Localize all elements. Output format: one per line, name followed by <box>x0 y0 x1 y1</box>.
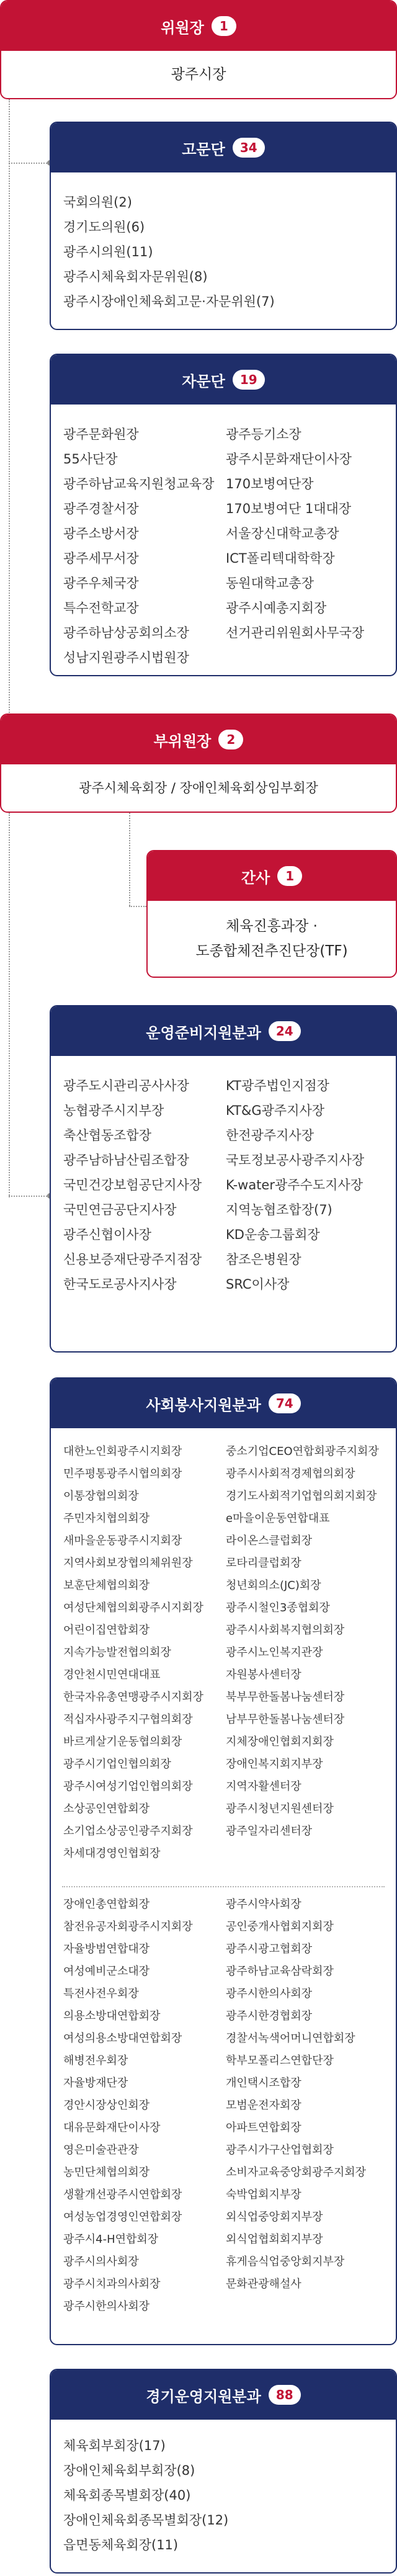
list-item: 광주시가구산업협회장 <box>226 2144 334 2157</box>
connector-vice-down <box>129 813 130 906</box>
list-item: 해병전우회장 <box>63 2054 128 2067</box>
list-item: 한국자유총연맹광주시지회장 <box>63 1691 204 1704</box>
sports-list <box>51 2420 396 2557</box>
list-item: 광주시청년지원센터장 <box>226 1802 334 1815</box>
list-item: 중소기업CEO연합회광주지회장 <box>226 1445 379 1458</box>
list-item: 광주일자리센터장 <box>226 1825 313 1838</box>
list-item: 여성단체협의회광주시지회장 <box>63 1601 204 1614</box>
consult-list <box>51 405 396 670</box>
social-divider <box>62 1886 385 1887</box>
list-item: 광주시장애인체육회고문·자문위원(7) <box>63 294 275 309</box>
list-item: 광주세무서장 <box>63 551 139 566</box>
list-item: 광주시약사회장 <box>226 1898 301 1911</box>
list-item: 광주시예총지회장 <box>226 601 327 615</box>
chairman-count-badge: 1 <box>212 16 236 36</box>
list-item: 광주시의사회장 <box>63 2255 139 2268</box>
chairman-header <box>1 1 396 51</box>
sports-header <box>51 2370 396 2420</box>
list-item: 국민연금공단지사장 <box>63 1202 177 1217</box>
list-item: 지역농협조합장(7) <box>226 1202 332 1217</box>
list-item: 숙박업회지부장 <box>226 2188 301 2201</box>
secretary-count-badge: 1 <box>277 866 302 886</box>
list-item: 경기도의원(6) <box>63 220 145 235</box>
chairman-name: 광주시장 <box>171 66 226 83</box>
list-item: 자율방범연합대장 <box>63 1943 150 1956</box>
list-item: 국토정보공사광주지사장 <box>226 1153 365 1168</box>
connector-ops <box>9 1196 50 1197</box>
list-item: 장애인총연합회장 <box>63 1898 150 1911</box>
list-item: 선거관리위원회사무국장 <box>226 625 365 640</box>
connector-advisory <box>9 163 50 164</box>
list-item: 지체장애인협회지회장 <box>226 1735 334 1748</box>
sports-box <box>50 2369 397 2574</box>
list-item: 적십자사광주지구협의회장 <box>63 1713 193 1726</box>
list-item: 지역사회보장협의체위원장 <box>63 1557 193 1570</box>
list-item: 이통장협의회장 <box>63 1490 139 1503</box>
list-item: 소비자교육중앙회광주지회장 <box>226 2166 367 2179</box>
vice-count-badge: 2 <box>218 730 243 749</box>
list-item: ICT폴리텍대학학장 <box>226 551 335 566</box>
list-item: 광주시의원(11) <box>63 244 153 259</box>
list-item: 광주시광고협회장 <box>226 1943 313 1956</box>
list-item: 170보병여단장 <box>226 476 314 491</box>
list-item: 주민자치협의회장 <box>63 1512 150 1525</box>
list-item: 광주시한경협회장 <box>226 2010 313 2023</box>
vice-header <box>1 715 396 764</box>
list-item: 광주시한의사회장 <box>63 2300 150 2313</box>
connector-secretary <box>129 906 146 907</box>
list-item: 동원대학교총장 <box>226 576 314 591</box>
list-item: 장애인복지회지부장 <box>226 1758 323 1771</box>
list-item: 여성농업경영인연합회장 <box>63 2211 182 2224</box>
list-item: 한전광주지사장 <box>226 1128 314 1143</box>
list-item: 아파트연합회장 <box>226 2121 301 2134</box>
vice-members: 광주시체육회장 / 장애인체육회상임부회장 <box>79 780 318 795</box>
secretary-line-2: 도종합체전추진단장(TF) <box>195 943 348 959</box>
ops-count-badge: 24 <box>269 1021 301 1041</box>
list-item: 남부무한돌봄나눔센터장 <box>226 1713 345 1726</box>
advisory-header <box>51 123 396 172</box>
list-item: 광주시체육회자문위원(8) <box>63 269 208 284</box>
vice-title: 부위원장 <box>153 732 212 750</box>
list-item: 모범운전자회장 <box>226 2099 301 2112</box>
list-item: 소상공인연합회장 <box>63 1802 150 1815</box>
list-item: 축산협동조합장 <box>63 1128 152 1143</box>
list-item: 개인택시조합장 <box>226 2077 301 2090</box>
list-item: e마을이운동연합대표 <box>226 1512 330 1525</box>
list-item: 체육회종목별회장(40) <box>63 2488 191 2503</box>
list-item: 특전사전우회장 <box>63 1987 139 2000</box>
list-item: 광주시문화재단이사장 <box>226 452 352 467</box>
list-item: K-water광주수도지사장 <box>226 1178 363 1192</box>
list-item: 광주하남교육지원청교육장 <box>63 476 215 491</box>
sports-count-badge: 88 <box>269 2385 301 2405</box>
list-item: 경안시장상인회장 <box>63 2099 150 2112</box>
list-item: 광주경찰서장 <box>63 501 139 516</box>
secretary-title: 간사 <box>241 869 270 887</box>
list-item: 참전유공자회광주시지회장 <box>63 1920 193 1933</box>
list-item: 농민단체협의회장 <box>63 2166 150 2179</box>
list-item: 북부무한돌봄나눔센터장 <box>226 1691 345 1704</box>
list-item: 광주시치과의사회장 <box>63 2278 161 2291</box>
list-item: 장애인체육회종목별회장(12) <box>63 2513 229 2528</box>
chairman-box <box>0 0 397 99</box>
list-item: 학부모폴리스연합단장 <box>226 2054 334 2067</box>
list-item: KT광주법인지점장 <box>226 1078 329 1093</box>
list-item: 자원봉사센터장 <box>226 1668 301 1681</box>
social-box <box>50 1377 397 2345</box>
list-item: 참조은병원장 <box>226 1252 301 1267</box>
sports-title: 경기운영지원분과 <box>146 2387 261 2405</box>
list-item: 광주시한의사회장 <box>226 1987 313 2000</box>
list-item: 영은미술관관장 <box>63 2144 139 2157</box>
secretary-header <box>148 851 396 901</box>
list-item: 신용보증재단광주지점장 <box>63 1252 202 1267</box>
advisory-count-badge: 34 <box>233 138 265 158</box>
list-item: 서울장신대학교총장 <box>226 526 339 541</box>
list-item: SRC이사장 <box>226 1277 290 1292</box>
list-item: 외식업중앙회지부장 <box>226 2211 323 2224</box>
list-item: 한국도로공사지사장 <box>63 1277 177 1292</box>
list-item: 광주등기소장 <box>226 427 301 442</box>
list-item: 광주시4-H연합회장 <box>63 2233 159 2246</box>
advisory-title: 고문단 <box>182 140 225 158</box>
secretary-box <box>146 850 397 978</box>
list-item: 지역자활센터장 <box>226 1780 301 1793</box>
list-item: 농협광주시지부장 <box>63 1103 164 1118</box>
chairman-title: 위원장 <box>161 19 204 37</box>
consult-header <box>51 355 396 405</box>
list-item: 경찰서녹색어머니연합회장 <box>226 2032 355 2045</box>
list-item: 새마을운동광주시지회장 <box>63 1534 182 1547</box>
list-item: 생활개선광주시연합회장 <box>63 2188 182 2201</box>
list-item: 광주시기업인협의회장 <box>63 1758 171 1771</box>
ops-list <box>51 1056 396 1297</box>
list-item: 성남지원광주시법원장 <box>63 650 189 665</box>
list-item: 광주소방서장 <box>63 526 139 541</box>
list-item: 광주문화원장 <box>63 427 139 442</box>
list-item: 바르게살기운동협의회장 <box>63 1735 182 1748</box>
secretary-line-1: 체육진흥과장 · <box>226 918 318 934</box>
consult-box <box>50 354 397 676</box>
list-item: 55사단장 <box>63 452 118 467</box>
list-item: 공인중개사협회지회장 <box>226 1920 334 1933</box>
consult-title: 자문단 <box>182 372 225 390</box>
list-item: 광주시철인3종협회장 <box>226 1601 330 1614</box>
list-item: 대한노인회광주시지회장 <box>63 1445 182 1458</box>
list-item: 보훈단체협의회장 <box>63 1579 150 1592</box>
social-title: 사회봉사지원분과 <box>146 1396 261 1414</box>
list-item: 지속가능발전협의회장 <box>63 1646 171 1659</box>
list-item: 광주시사회적경제협의회장 <box>226 1467 355 1480</box>
list-item: 소기업소상공인광주지회장 <box>63 1825 193 1838</box>
list-item: 민주평통광주시협의회장 <box>63 1467 182 1480</box>
ops-box <box>50 1005 397 1353</box>
ops-title: 운영준비지원분과 <box>146 1024 261 1042</box>
list-item: 광주하남교육삼락회장 <box>226 1965 334 1978</box>
list-item: 국민건강보험공단지사장 <box>63 1178 202 1192</box>
list-item: 의용소방대연합회장 <box>63 2010 161 2023</box>
list-item: 체육회부회장(17) <box>63 2438 166 2453</box>
list-item: 광주도시관리공사사장 <box>63 1078 189 1093</box>
list-item: 광주시사회복지협의회장 <box>226 1624 345 1637</box>
vice-box <box>0 713 397 813</box>
connector-left-bottom <box>9 813 10 1197</box>
list-item: 청년회의소(JC)회장 <box>226 1579 321 1592</box>
list-item: 국회의원(2) <box>63 195 132 210</box>
list-item: 문화관광해설사 <box>226 2278 301 2291</box>
list-item: 광주하남상공회의소장 <box>63 625 189 640</box>
advisory-list <box>51 172 396 314</box>
list-item: 여성의용소방대연합회장 <box>63 2032 182 2045</box>
ops-header <box>51 1006 396 1056</box>
list-item: 장애인체육회부회장(8) <box>63 2463 195 2478</box>
list-item: 광주남하남산림조합장 <box>63 1153 189 1168</box>
list-item: 특수전학교장 <box>63 601 139 615</box>
list-item: 외식업협회회지부장 <box>226 2233 323 2246</box>
social-list-b <box>51 1894 396 2318</box>
list-item: 여성예비군소대장 <box>63 1965 150 1978</box>
list-item: 경기도사회적기업협의회지회장 <box>226 1490 377 1503</box>
consult-count-badge: 19 <box>233 370 265 390</box>
list-item: 170보병여단 1대대장 <box>226 501 352 516</box>
social-list-a <box>51 1428 396 1865</box>
list-item: 차세대경영인협회장 <box>63 1847 161 1860</box>
list-item: 어린이집연합회장 <box>63 1624 150 1637</box>
social-header <box>51 1379 396 1428</box>
list-item: 읍면동체육회장(11) <box>63 2538 179 2552</box>
list-item: 로타리클럽회장 <box>226 1557 301 1570</box>
social-count-badge: 74 <box>269 1393 301 1413</box>
list-item: 광주시노인복지관장 <box>226 1646 323 1659</box>
list-item: 광주신협이사장 <box>63 1227 152 1242</box>
connector-left-top <box>9 99 10 757</box>
list-item: 자율방재단장 <box>63 2077 128 2090</box>
list-item: KD운송그룹회장 <box>226 1227 320 1242</box>
list-item: 휴게음식업중앙회지부장 <box>226 2255 345 2268</box>
advisory-box <box>50 122 397 330</box>
list-item: 대유문화재단이사장 <box>63 2121 161 2134</box>
list-item: 광주우체국장 <box>63 576 139 591</box>
secretary-body <box>148 901 396 977</box>
list-item: KT&G광주지사장 <box>226 1103 325 1118</box>
list-item: 라이온스클럽회장 <box>226 1534 313 1547</box>
list-item: 광주시여성기업인협의회장 <box>63 1780 193 1793</box>
list-item: 경안천시민연대대표 <box>63 1668 161 1681</box>
